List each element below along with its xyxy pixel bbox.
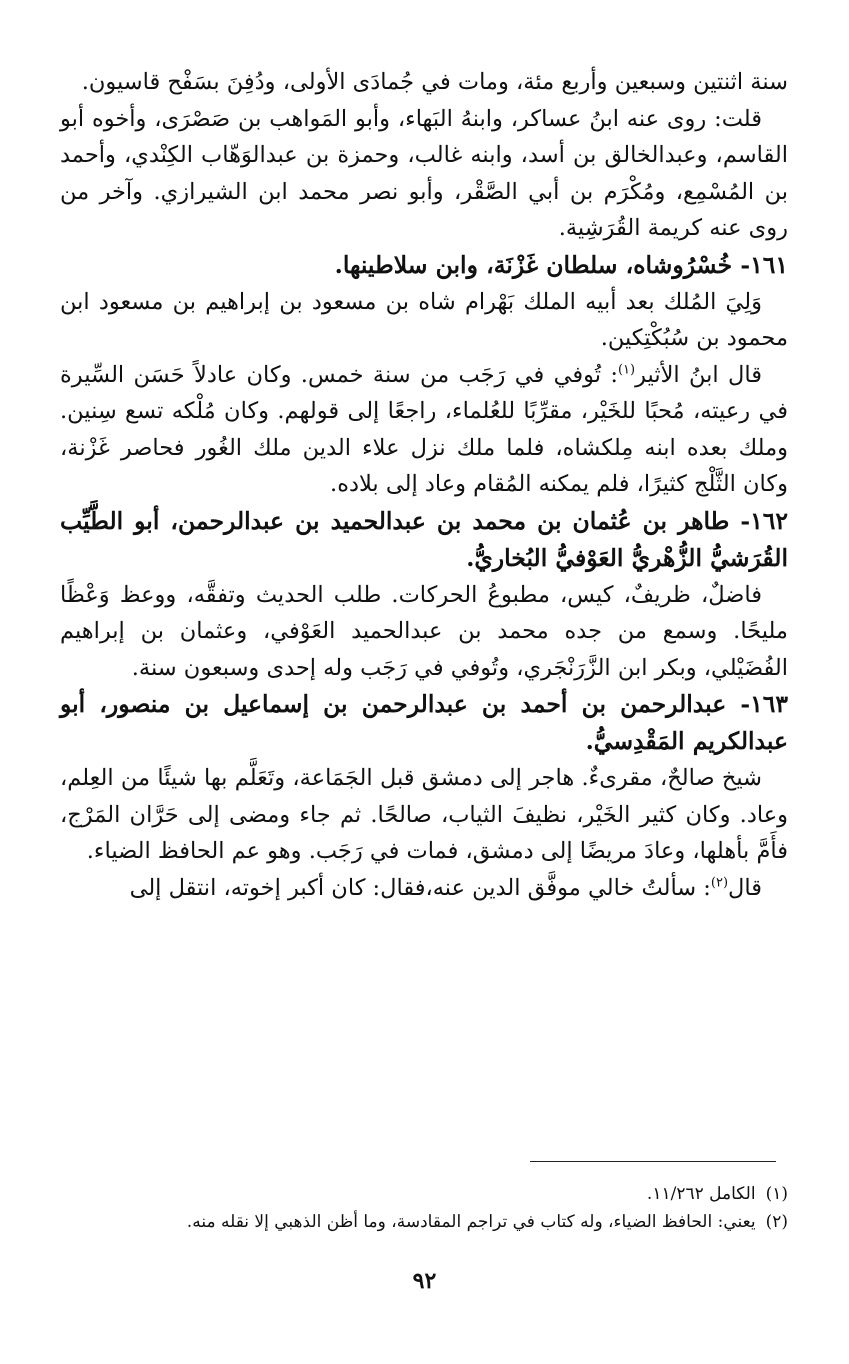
body-paragraph: قلت: روى عنه ابنُ عساكر، وابنهُ البَهاء، وأبو المَواهب بن صَصْرَى، وأخوه أبو القاسم، وعبدالخالق بن أسد، وابنه غالب، وحمزة بن عبدالوَهّاب الكِنْدي، وأحمد بن المُسْمِع، ومُكْرَم بن أبي الصَّقْر، وأبو نصر محمد ابن الشيرازي. وآخر من روى عنه كريمة القُرَشِية. bbox=[60, 105, 788, 241]
page-number: ٩٢ bbox=[412, 1268, 437, 1294]
body-paragraph: شيخ صالحٌ، مقرىءٌ. هاجر إلى دمشق قبل الجَمَاعة، وتَعَلَّم بها شيئًا من العِلم، وعاد. وكان كثير الخَيْر، نظيفَ الثياب، صالحًا. ثم جاء ومضى إلى حَرَّان المَرْج، فأَمَّ بأهلها، وعادَ مريضًا إلى دمشق، فمات في رَجَب. وهو عم الحافظ الضياء. bbox=[60, 765, 788, 864]
footnote-marker: (١) bbox=[617, 362, 636, 377]
footnote-text: الكامل ١١/٢٦٢. bbox=[646, 1184, 756, 1204]
paragraph-lead: قال ابنُ الأثير bbox=[635, 361, 762, 388]
footnote-number: (٢) bbox=[765, 1212, 788, 1232]
body-paragraph bbox=[60, 870, 788, 907]
footnote-number: (١) bbox=[765, 1184, 788, 1204]
footnotes bbox=[60, 1180, 788, 1236]
footnote-text: يعني: الحافظ الضياء، وله كتاب في تراجم المقادسة، وما أظن الذهبي إلا نقله منه. bbox=[186, 1212, 756, 1232]
main-text bbox=[60, 64, 788, 906]
body-paragraph: سنة اثنتين وسبعين وأربع مئة، ومات في جُمادَى الأولى، ودُفِنَ بسَفْح قاسيون. bbox=[81, 69, 788, 95]
paragraph-rest: : تُوفي في رَجَب من سنة خمس. وكان عادلاً حَسَن السِّيرة في رعيته، مُحبًا للخَيْر، مقرِّبًا للعُلماء، راجعًا إلى قولهم. وكان مُلْكه تسع سِنين. وملك بعده ابنه مِلكشاه، فلما ملك نزل علاء الدين ملك الغُور فحاصر غَزْنة، وكان الثَّلْج كثيرًا، فلم يمكنه المُقام وعاد إلى بلاده. bbox=[60, 361, 788, 497]
paragraph-rest: : سألتُ خالي موفَّق الدين عنه،فقال: كان أكبر إخوته، انتقل إلى bbox=[129, 874, 711, 901]
footnote-marker: (٢) bbox=[710, 875, 729, 890]
paragraph-lead: قال bbox=[728, 874, 762, 901]
body-paragraph bbox=[60, 357, 788, 503]
footnote-separator bbox=[530, 1161, 776, 1162]
entry-heading: ١٦٣- عبدالرحمن بن أحمد بن عبدالرحمن بن إسماعيل بن منصور، أبو عبدالكريم المَقْدِسيُّ. bbox=[60, 690, 788, 755]
body-paragraph: وَلِيَ المُلك بعد أبيه الملك بَهْرام شاه بن مسعود بن إبراهيم بن مسعود ابن محمود بن سُبُكْتِكين. bbox=[60, 288, 788, 351]
footnote bbox=[60, 1180, 788, 1208]
entry-heading: ١٦٢- طاهر بن عُثمان بن محمد بن عبدالحميد بن عبدالرحمن، أبو الطَّيِّب القُرَشيُّ الزُّهْريُّ العَوْفيُّ البُخاريُّ. bbox=[60, 506, 788, 572]
entry-heading: ١٦١- خُسْرُوشاه، سلطان غَزْنَة، وابن سلاطينها. bbox=[334, 250, 788, 279]
body-paragraph: فاضلٌ، ظريفٌ، كيس، مطبوعُ الحركات. طلب الحديث وتفقَّه، ووعظ وَعْظًا مليحًا. وسمع من جده محمد بن عبدالحميد العَوْفي، وعثمان بن إبراهيم الفُضَيْلي، وبكر ابن الزَّرَنْجَري، وتُوفي في رَجَب وله إحدى وسبعون سنة. bbox=[60, 581, 788, 681]
footnote bbox=[60, 1208, 788, 1236]
